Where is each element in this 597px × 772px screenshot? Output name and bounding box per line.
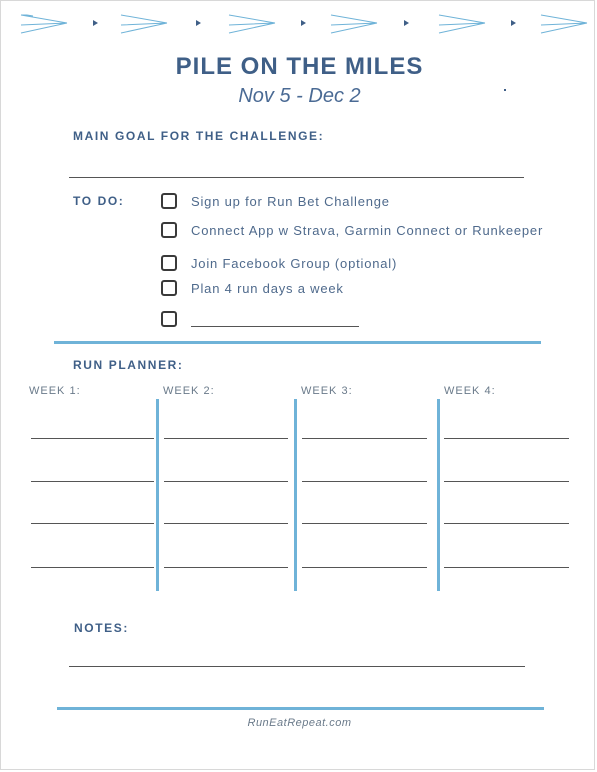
week-4-run-line[interactable] — [444, 523, 569, 524]
arrowhead-icon — [93, 20, 98, 26]
week-3-run-line[interactable] — [302, 523, 427, 524]
page-title: PILE ON THE MILES — [175, 53, 424, 80]
week-2-run-line[interactable] — [164, 523, 288, 524]
todo-item[interactable] — [161, 191, 390, 211]
week-1-run-line[interactable] — [31, 438, 154, 439]
week-2-run-line[interactable] — [164, 567, 288, 568]
week-3-run-line[interactable] — [302, 567, 427, 568]
todo-text: Plan 4 run days a week — [191, 280, 344, 296]
todo-label: TO DO: — [73, 194, 125, 208]
arrow-icon — [439, 15, 485, 33]
section-divider — [54, 341, 541, 344]
week-4-run-line[interactable] — [444, 481, 569, 482]
todo-blank-line[interactable] — [191, 326, 359, 327]
checkbox[interactable] — [161, 255, 177, 271]
notes-line[interactable] — [69, 666, 525, 667]
week-divider — [156, 399, 159, 591]
week-divider — [294, 399, 297, 591]
week-2-run-line[interactable] — [164, 481, 288, 482]
arrow-icon — [229, 15, 275, 33]
todo-item[interactable] — [161, 220, 543, 240]
week-4-run-line[interactable] — [444, 438, 569, 439]
arrowhead-icon — [404, 20, 409, 26]
arrow-icon — [121, 15, 167, 33]
date-range: Nov 5 - Dec 2 — [238, 85, 361, 107]
week-3-run-line[interactable] — [302, 481, 427, 482]
week-2-run-line[interactable] — [164, 438, 288, 439]
todo-item[interactable] — [161, 253, 397, 273]
main-goal-label: MAIN GOAL FOR THE CHALLENGE: — [73, 129, 325, 143]
checkbox[interactable] — [161, 311, 177, 327]
week-1-run-line[interactable] — [31, 523, 154, 524]
week-2-label: WEEK 2: — [163, 385, 215, 397]
checkbox[interactable] — [161, 193, 177, 209]
todo-text: Sign up for Run Bet Challenge — [191, 193, 390, 209]
stray-dot — [504, 89, 506, 91]
arrow-icon — [331, 15, 377, 33]
arrow-icon — [541, 15, 587, 33]
footer-website: RunEatRepeat.com — [247, 717, 352, 729]
week-1-run-line[interactable] — [31, 481, 154, 482]
week-3-run-line[interactable] — [302, 438, 427, 439]
run-planner-label: RUN PLANNER: — [73, 358, 184, 372]
checkbox[interactable] — [161, 280, 177, 296]
arrowhead-icon — [511, 20, 516, 26]
week-4-run-line[interactable] — [444, 567, 569, 568]
todo-text: Join Facebook Group (optional) — [191, 255, 398, 271]
week-1-run-line[interactable] — [31, 567, 154, 568]
week-3-label: WEEK 3: — [301, 385, 353, 397]
main-goal-line[interactable] — [69, 177, 524, 178]
week-divider — [437, 399, 440, 591]
week-4-label: WEEK 4: — [444, 385, 496, 397]
footer-divider — [57, 707, 544, 710]
arrowhead-icon — [301, 20, 306, 26]
arrow-icon — [21, 15, 67, 33]
week-1-label: WEEK 1: — [29, 385, 81, 397]
todo-item[interactable] — [161, 278, 344, 298]
checkbox[interactable] — [161, 222, 177, 238]
arrow-decoration-row — [1, 11, 597, 41]
arrowhead-icon — [196, 20, 201, 26]
todo-item[interactable] — [161, 309, 359, 329]
notes-label: NOTES: — [74, 621, 129, 635]
todo-text: Connect App w Strava, Garmin Connect or Runkeeper — [191, 222, 544, 238]
